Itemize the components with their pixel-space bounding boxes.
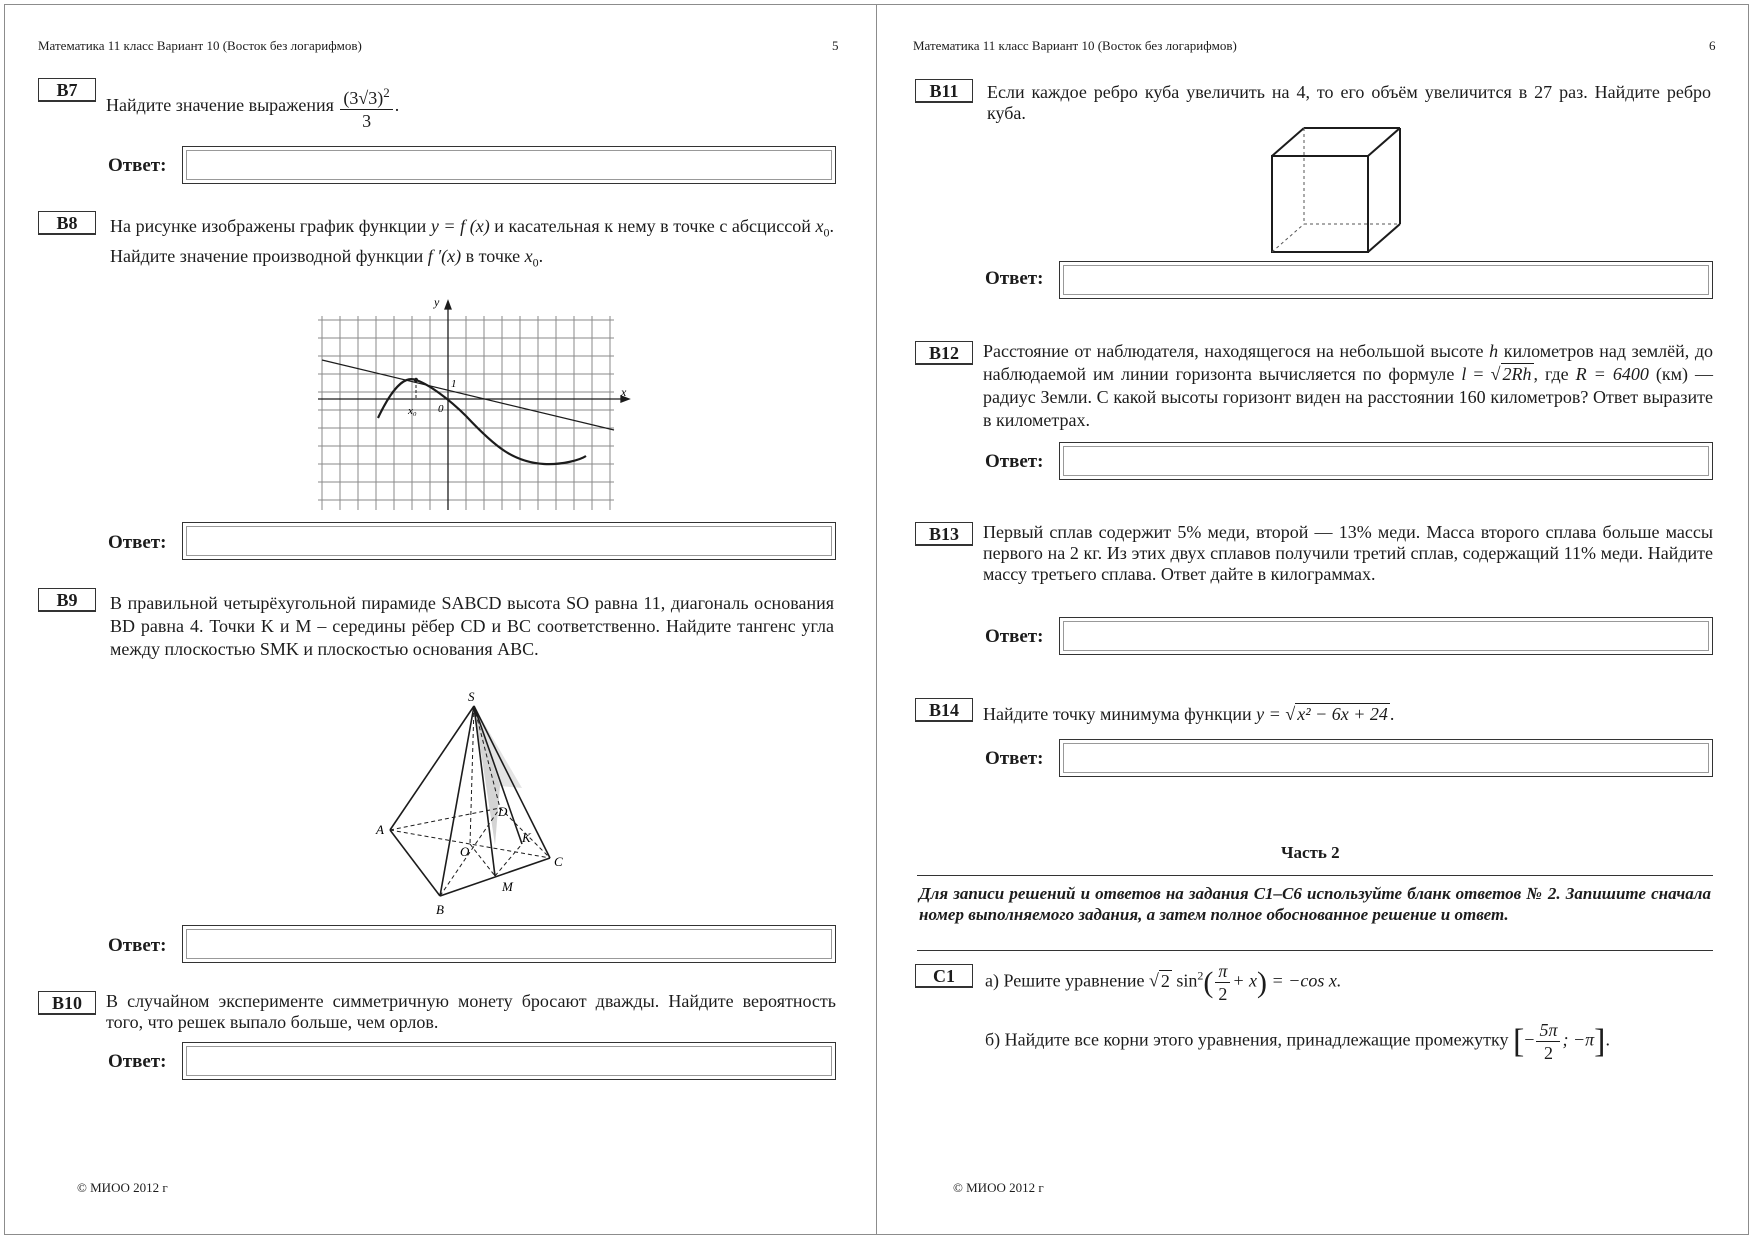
b9-label: B9 (38, 588, 96, 612)
b10-text: В случайном эксперименте симметричную монету бросают дважды. Найдите вероятность того, что решек выпало больше, чем орлов. (106, 991, 836, 1032)
left-page-number: 5 (832, 38, 839, 53)
b12-formula-eq: = (1466, 364, 1491, 384)
b11-answer-field[interactable] (1059, 261, 1713, 299)
b8-x0-end-sub: 0 (532, 255, 539, 270)
c1-two: 2 (1218, 984, 1228, 1004)
b14-label: B14 (915, 698, 973, 722)
b13-text: Первый сплав содержит 5% меди, второй — 13% меди. Масса второго сплава больше массы первого на 2 кг. Из этих двух сплавов получили третий сплав, содержащий 11% меди. Найдите массу третьего сплава. Ответ дайте в килограммах. (983, 522, 1713, 584)
b7-power: 2 (383, 85, 390, 100)
right-page-number: 6 (1709, 38, 1716, 53)
c1-part-a-text: а) Решите уравнение (985, 970, 1145, 991)
b8-x0-end: x (524, 245, 533, 266)
b12-formula-root: 2Rh (1502, 364, 1532, 384)
part2-title: Часть 2 (1281, 843, 1340, 862)
b9-label-m: M (502, 879, 513, 894)
b14-answer-label: Ответ: (985, 748, 1044, 769)
b12-formula-r: R = 6400 (1575, 364, 1649, 384)
b13-answer-label: Ответ: (985, 626, 1044, 647)
c1-interval-minus: − (1524, 1029, 1535, 1050)
b11-label: B11 (915, 79, 973, 103)
part2-top-rule (917, 875, 1713, 876)
c1-part-b: б) Найдите все корни этого уравнения, принадлежащие промежутку [− $\frac{5\pi}{2}$ ; −π]. (985, 1020, 1610, 1063)
b10-label: B10 (38, 991, 96, 1015)
c1-pi: π (1215, 960, 1230, 983)
b9-label-a: A (376, 822, 384, 837)
b8-text (110, 215, 834, 274)
b12-text-b: километров над землёй, до наблюдаемой им линии горизонта вычисляется по формуле (983, 341, 1714, 384)
b14-end: . (1389, 704, 1395, 724)
b9-label-o: O (460, 844, 470, 859)
b9-label-b: B (436, 902, 444, 917)
b8-text-c: . Найдите значение производной функции (110, 216, 835, 266)
b7-answer-field[interactable] (182, 146, 836, 184)
b9-answer-field[interactable] (182, 925, 836, 963)
c1-interval-den: 2 (1543, 1043, 1553, 1063)
b8-y-label: y (434, 295, 440, 309)
b9-answer-label: Ответ: (108, 935, 167, 956)
b8-x0-sub: 0 (823, 225, 830, 240)
b13-answer-field[interactable] (1059, 617, 1713, 655)
b9-label-d: D (498, 804, 508, 819)
b9-label-k: K (522, 830, 531, 845)
b8-graph (318, 295, 627, 518)
b11-cube (1270, 126, 1430, 256)
b12-text-d: (км) — радиус Земли. С какой высоты горизонт виден на расстоянии 160 километров? Ответ выразите в километрах. (983, 364, 1713, 430)
b12-text: Расстояние от наблюдателя, находящегося на небольшой высоте h километров над землёй, до наблюдаемой им линии горизонта вычисляется по формуле l = √ 2Rh , где R = 6400 (км) — радиус Земли. С какой высоты горизонт виден на расстоянии 160 километров? Ответ выразите в километрах. (983, 341, 1714, 430)
b7-label: B7 (38, 78, 96, 102)
b10-answer-field[interactable] (182, 1042, 836, 1080)
b7-text: Найдите значение выражения $\frac{(3√3)^2}{3}$ . (106, 82, 756, 132)
c1-rhs: = −cos x. (1271, 970, 1342, 991)
b12-label: B12 (915, 341, 973, 365)
b7-answer-label: Ответ: (108, 155, 167, 176)
b8-deriv: f ′(x) (427, 245, 462, 266)
b8-answer-field[interactable] (182, 522, 836, 560)
b7-fraction (340, 82, 392, 132)
b14-text: Найдите точку минимума функции y = √ x² − 6x + 24 . (983, 704, 1395, 724)
c1-interval-end: . (1605, 1029, 1610, 1050)
b14-func-root: x² − 6x + 24 (1297, 704, 1388, 724)
b11-text: Если каждое ребро куба увеличить на 4, то его объём увеличится в 27 раз. Найдите ребро куба. (987, 82, 1711, 123)
b14-func-lhs: y = (1256, 704, 1286, 724)
b7-numerator: (3√3) (343, 88, 384, 108)
c1-sqrt2: 2 (1160, 970, 1170, 991)
b8-end: . (538, 245, 544, 266)
b9-label-c: C (554, 854, 563, 869)
c1-sin: sin (1176, 970, 1198, 991)
b8-x-label: x (621, 385, 627, 399)
b11-answer-label: Ответ: (985, 268, 1044, 289)
b8-text-a: На рисунке изображены график функции (110, 216, 427, 236)
b9-label-s: S (468, 689, 475, 704)
b12-text-c: , где (1533, 364, 1569, 384)
right-page (877, 0, 1754, 1239)
b9-text: В правильной четырёхугольной пирамиде SABCD высота SO равна 11, диагональ основания BD равна 4. Точки K и M – середины рёбер CD и BC соответственно. Найдите тангенс угла между плоскостью SMK и плоскостью основания ABC. (110, 593, 834, 659)
c1-label: C1 (915, 964, 973, 988)
c1-part-a: а) Решите уравнение √ 2 $\sin^2$( $\frac{\pi}{2}$ + x) = −cos x. (985, 961, 1342, 1004)
c1-tail: + x (1232, 970, 1258, 991)
b10-answer-label: Ответ: (108, 1051, 167, 1072)
b12-answer-label: Ответ: (985, 451, 1044, 472)
b8-x0: x (815, 216, 824, 236)
left-copyright: © МИОО 2012 г (77, 1180, 168, 1195)
c1-part-b-text: б) Найдите все корни этого уравнения, принадлежащие промежутку (985, 1029, 1509, 1050)
b9-pyramid (370, 689, 570, 917)
c1-sin-pow: 2 (1197, 968, 1204, 983)
b12-formula-l: l (1461, 364, 1467, 384)
left-header: Математика 11 класс Вариант 10 (Восток без логарифмов) (38, 38, 362, 53)
b12-answer-field[interactable] (1059, 442, 1713, 480)
c1-interval-rest: ; −π (1562, 1029, 1595, 1050)
b8-text-d: в точке (465, 245, 521, 266)
b12-h: h (1489, 341, 1499, 361)
c1-interval-num: 5π (1536, 1019, 1560, 1042)
c1-interval-fraction (1536, 1019, 1560, 1064)
b8-x0-label: x₀ (408, 405, 417, 417)
b7-prompt: Найдите значение выражения (106, 95, 334, 116)
b14-answer-field[interactable] (1059, 739, 1713, 777)
b13-label: B13 (915, 522, 973, 546)
b8-zero-label: 0 (438, 403, 444, 415)
right-copyright: © МИОО 2012 г (953, 1180, 1044, 1195)
b12-text-a: Расстояние от наблюдателя, находящегося на небольшой высоте (983, 341, 1484, 361)
b14-prompt: Найдите точку минимума функции (983, 704, 1252, 724)
b8-text-b: и касательная к нему в точке с абсциссой (494, 216, 811, 236)
b8-label: B8 (38, 211, 96, 235)
b8-func: y = f (x) (430, 216, 490, 236)
right-header: Математика 11 класс Вариант 10 (Восток без логарифмов) (913, 38, 1237, 53)
b8-one-label: 1 (451, 378, 457, 390)
b8-answer-label: Ответ: (108, 532, 167, 553)
part2-instructions: Для записи решений и ответов на задания С1–С6 используйте бланк ответов № 2. Запишите сначала номер выполняемого задания, а затем полное обоснованное решение и ответ. (919, 884, 1711, 924)
b7-denominator: 3 (362, 111, 372, 131)
c1-pi-fraction (1215, 960, 1230, 1005)
part2-bottom-rule (917, 950, 1713, 951)
